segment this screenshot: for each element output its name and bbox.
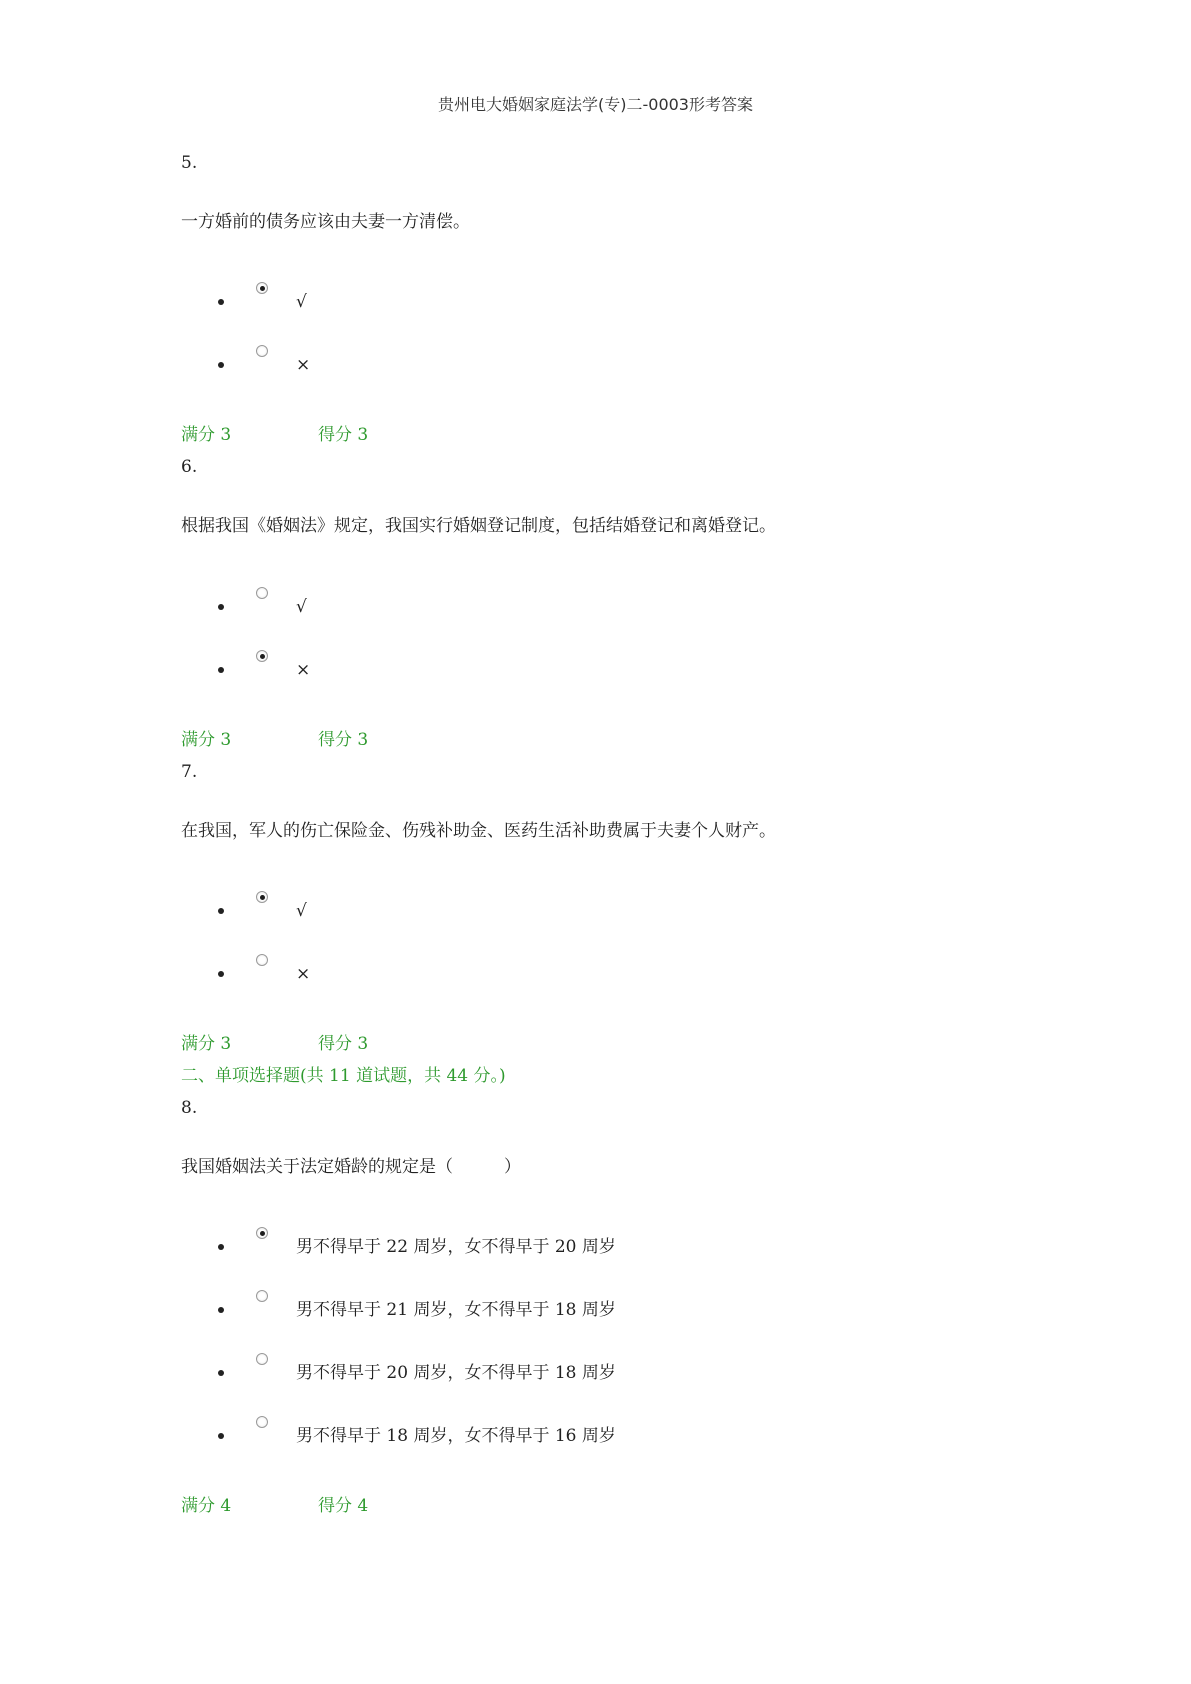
- radio-option-a-checked[interactable]: [256, 1227, 268, 1239]
- full-score: 满分 3: [181, 425, 232, 445]
- option-a: 男不得早于 22 周岁，女不得早于 20 周岁: [296, 1237, 616, 1257]
- radio-option-c[interactable]: [256, 1353, 268, 1365]
- radio-false[interactable]: [256, 954, 268, 966]
- question-number: 7.: [181, 762, 198, 782]
- radio-false[interactable]: [256, 345, 268, 357]
- question-number: 6.: [181, 457, 198, 477]
- radio-true-checked[interactable]: [256, 891, 268, 903]
- got-score: 得分 3: [318, 730, 369, 750]
- full-score: 满分 3: [181, 730, 232, 750]
- bullet-dot: [218, 299, 224, 305]
- question-text: 一方婚前的债务应该由夫妻一方清偿。: [181, 212, 470, 232]
- radio-true-checked[interactable]: [256, 282, 268, 294]
- bullet-dot: [218, 667, 224, 673]
- page-title: 贵州电大婚姻家庭法学(专)二-0003形考答案: [438, 95, 753, 114]
- got-score: 得分 3: [318, 425, 369, 445]
- bullet-dot: [218, 362, 224, 368]
- option-true: √: [296, 597, 307, 617]
- got-score: 得分 4: [318, 1496, 369, 1516]
- radio-true[interactable]: [256, 587, 268, 599]
- bullet-dot: [218, 971, 224, 977]
- full-score: 满分 3: [181, 1034, 232, 1054]
- option-true: √: [296, 901, 307, 921]
- bullet-dot: [218, 604, 224, 610]
- full-score: 满分 4: [181, 1496, 232, 1516]
- question-text: 在我国，军人的伤亡保险金、伤残补助金、医药生活补助费属于夫妻个人财产。: [181, 821, 776, 841]
- option-d: 男不得早于 18 周岁，女不得早于 16 周岁: [296, 1426, 616, 1446]
- question-text: 我国婚姻法关于法定婚龄的规定是（ ）: [181, 1157, 521, 1177]
- option-c: 男不得早于 20 周岁，女不得早于 18 周岁: [296, 1363, 616, 1383]
- bullet-dot: [218, 1244, 224, 1250]
- got-score: 得分 3: [318, 1034, 369, 1054]
- question-text: 根据我国《婚姻法》规定，我国实行婚姻登记制度，包括结婚登记和离婚登记。: [181, 516, 776, 536]
- question-number: 5.: [181, 153, 198, 173]
- option-true: √: [296, 292, 307, 312]
- bullet-dot: [218, 908, 224, 914]
- option-false: ×: [296, 660, 311, 680]
- bullet-dot: [218, 1433, 224, 1439]
- option-false: ×: [296, 964, 311, 984]
- option-b: 男不得早于 21 周岁，女不得早于 18 周岁: [296, 1300, 616, 1320]
- bullet-dot: [218, 1370, 224, 1376]
- radio-false-checked[interactable]: [256, 650, 268, 662]
- radio-option-d[interactable]: [256, 1416, 268, 1428]
- section-heading: 二、单项选择题(共 11 道试题，共 44 分。): [181, 1066, 506, 1086]
- radio-option-b[interactable]: [256, 1290, 268, 1302]
- bullet-dot: [218, 1307, 224, 1313]
- option-false: ×: [296, 355, 311, 375]
- question-number: 8.: [181, 1098, 198, 1118]
